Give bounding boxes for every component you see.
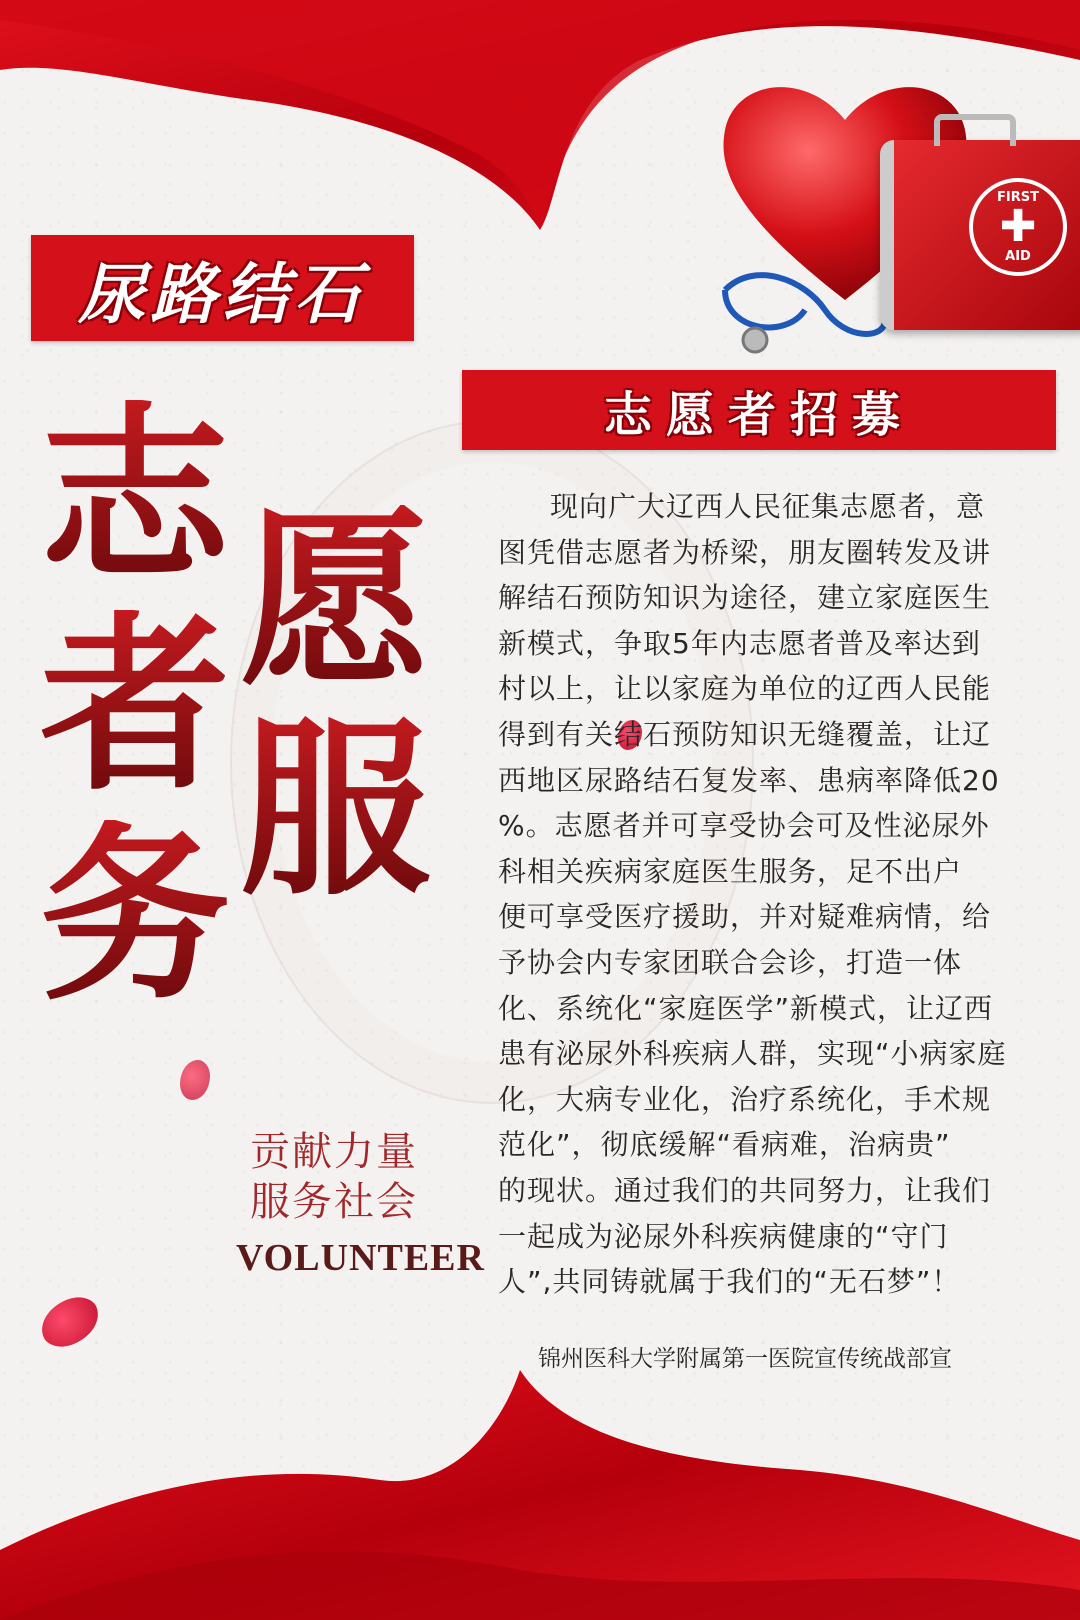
body-line: 便可享受医疗援助，并对疑难病情，给: [498, 900, 992, 934]
slogan-line-1: 贡献力量: [250, 1129, 418, 1175]
body-line: 现向广大辽西人民征集志愿者，意: [550, 490, 986, 523]
recruit-banner-text: 志愿者招募: [603, 386, 914, 443]
calligraphy-char: 务: [40, 803, 231, 1026]
cross-icon: ✚: [999, 201, 1037, 252]
body-line: 一起成为泌尿外科疾病健康的“守门: [498, 1219, 949, 1253]
body-line: 科相关疾病家庭医生服务，足不出户: [498, 854, 963, 888]
body-line: 人”,共同铸就属于我们的“无石梦”！: [498, 1265, 961, 1299]
body-line: 的现状。通过我们的共同努力，让我们: [498, 1173, 992, 1207]
body-line: 解结石预防知识为途径，建立家庭医生: [498, 581, 992, 615]
first-aid-kit-icon: [880, 140, 1080, 330]
calligraphy-char: 愿: [240, 488, 431, 711]
body-line: 化、系统化“家庭医学”新模式，让辽西: [498, 991, 994, 1025]
body-line: 范化”，彻底缓解“看病难，治病贵”: [498, 1128, 951, 1162]
kit-label-first: FIRST: [997, 190, 1039, 205]
calligraphy-char: 服: [240, 698, 431, 921]
topic-banner: [31, 235, 414, 341]
bottom-red-ribbon: [0, 1370, 1080, 1620]
recruitment-body: [498, 484, 1028, 1305]
calligraphy-char: 志: [40, 383, 231, 606]
topic-banner-text: 尿路结石: [78, 254, 367, 333]
body-line: 新模式，争取5年内志愿者普及率达到: [498, 626, 981, 660]
slogan-line-2: 服务社会: [250, 1179, 418, 1225]
body-line: 图凭借志愿者为桥梁，朋友圈转发及讲: [498, 535, 992, 569]
recruit-banner: [462, 370, 1056, 450]
kit-label-aid: AID: [1005, 249, 1031, 264]
calligraphy-char: 者: [40, 593, 231, 816]
volunteer-word: VOLUNTEER: [236, 1237, 485, 1279]
stethoscope-icon: [715, 260, 895, 360]
body-line: %。志愿者并可享受协会可及性泌尿外: [498, 809, 990, 843]
body-line: 予协会内专家团联合会诊，打造一体: [498, 945, 963, 979]
body-line: 西地区尿路结石复发率、患病率降低20: [498, 763, 1000, 797]
body-line: 患有泌尿外科疾病人群，实现“小病家庭: [498, 1037, 1007, 1071]
body-line: 化，大病专业化，治疗系统化，手术规: [498, 1082, 992, 1116]
publisher-credit: 锦州医科大学附属第一医院宣传统战部宣: [538, 1346, 952, 1372]
body-line: 村以上，让以家庭为单位的辽西人民能: [498, 672, 992, 706]
body-line: 得到有关结石预防知识无缝覆盖，让辽: [498, 717, 992, 751]
